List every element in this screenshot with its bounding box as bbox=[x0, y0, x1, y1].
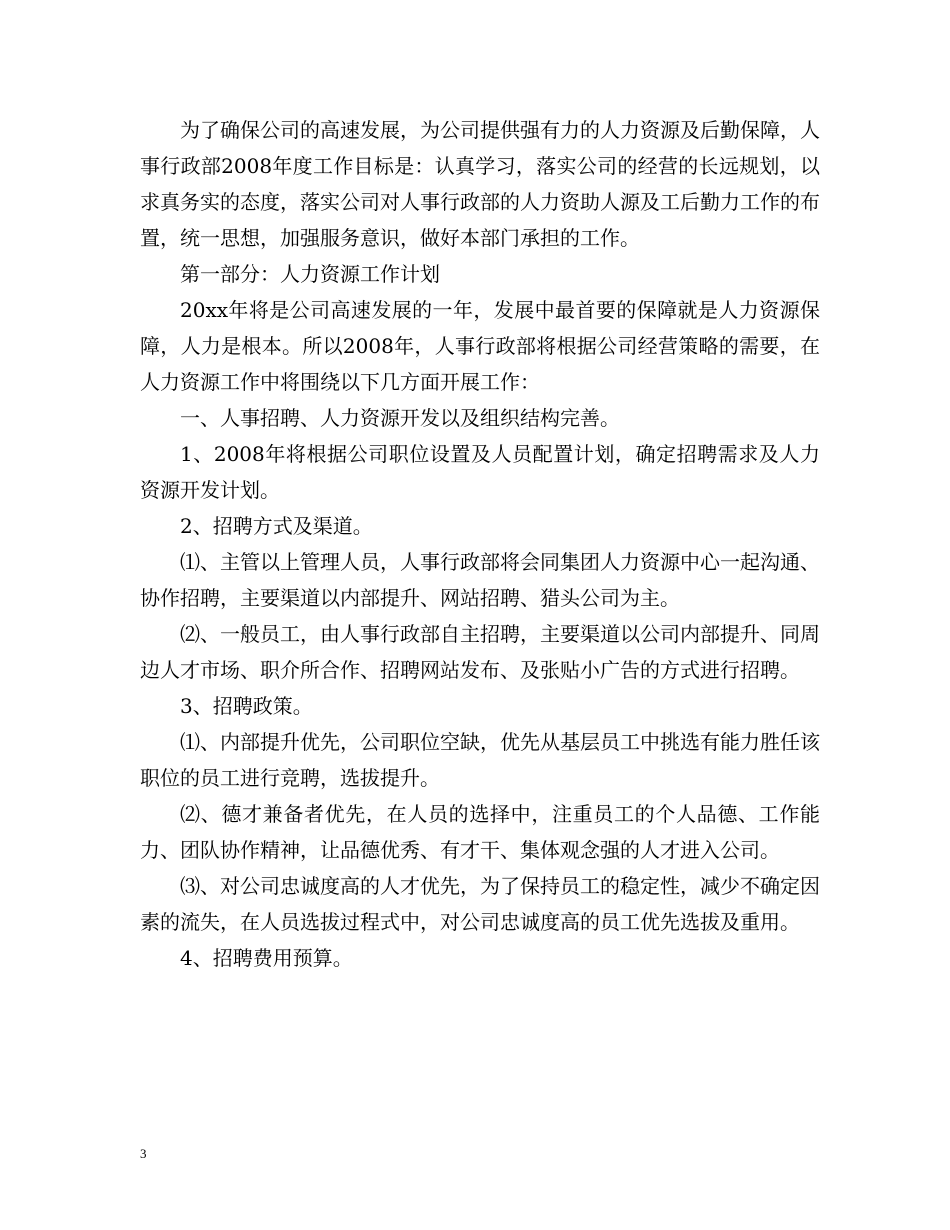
sub-item-3-2: ⑵、德才兼备者优先，在人员的选择中，注重员工的个人品德、工作能力、团队协作精神，让品德优秀、有才干、集体观念强的人才进入公司。 bbox=[140, 802, 820, 862]
paragraph-intro: 为了确保公司的高速发展，为公司提供强有力的人力资源及后勤保障，人事行政部2008年度工作目标是：认真学习，落实公司的经营的长远规划，以求真务实的态度，落实公司对人事行政部的人力资助人源及工后勤力工作的布置，统一思想，加强服务意识，做好本部门承担的工作。 bbox=[140, 118, 820, 250]
page-number: 3 bbox=[140, 1146, 147, 1161]
sub-item-3-1: ⑴、内部提升优先，公司职位空缺，优先从基层员工中挑选有能力胜任该职位的员工进行竞聘，选拔提升。 bbox=[140, 730, 820, 790]
sub-item-2-1: ⑴、主管以上管理人员，人事行政部将会同集团人力资源中心一起沟通、协作招聘，主要渠道以内部提升、网站招聘、猎头公司为主。 bbox=[140, 550, 820, 610]
list-item-1: 1、2008年将根据公司职位设置及人员配置计划，确定招聘需求及人力资源开发计划。 bbox=[140, 442, 820, 502]
subsection-heading-recruitment: 一、人事招聘、人力资源开发以及组织结构完善。 bbox=[180, 406, 620, 430]
list-item-4: 4、招聘费用预算。 bbox=[180, 946, 353, 970]
list-item-2: 2、招聘方式及渠道。 bbox=[180, 514, 373, 538]
paragraph-overview: 20xx年将是公司高速发展的一年，发展中最首要的保障就是人力资源保障，人力是根本。所以2008年，人事行政部将根据公司经营策略的需要，在人力资源工作中将围绕以下几方面开展工作： bbox=[140, 298, 820, 394]
section-heading-part-one: 第一部分：人力资源工作计划 bbox=[180, 262, 440, 286]
document-body bbox=[140, 112, 820, 976]
sub-item-3-3: ⑶、对公司忠诚度高的人才优先，为了保持员工的稳定性，减少不确定因素的流失，在人员选拔过程式中，对公司忠诚度高的员工优先选拔及重用。 bbox=[140, 874, 820, 934]
sub-item-2-2: ⑵、一般员工，由人事行政部自主招聘，主要渠道以公司内部提升、同周边人才市场、职介所合作、招聘网站发布、及张贴小广告的方式进行招聘。 bbox=[140, 622, 820, 682]
list-item-3: 3、招聘政策。 bbox=[180, 694, 313, 718]
